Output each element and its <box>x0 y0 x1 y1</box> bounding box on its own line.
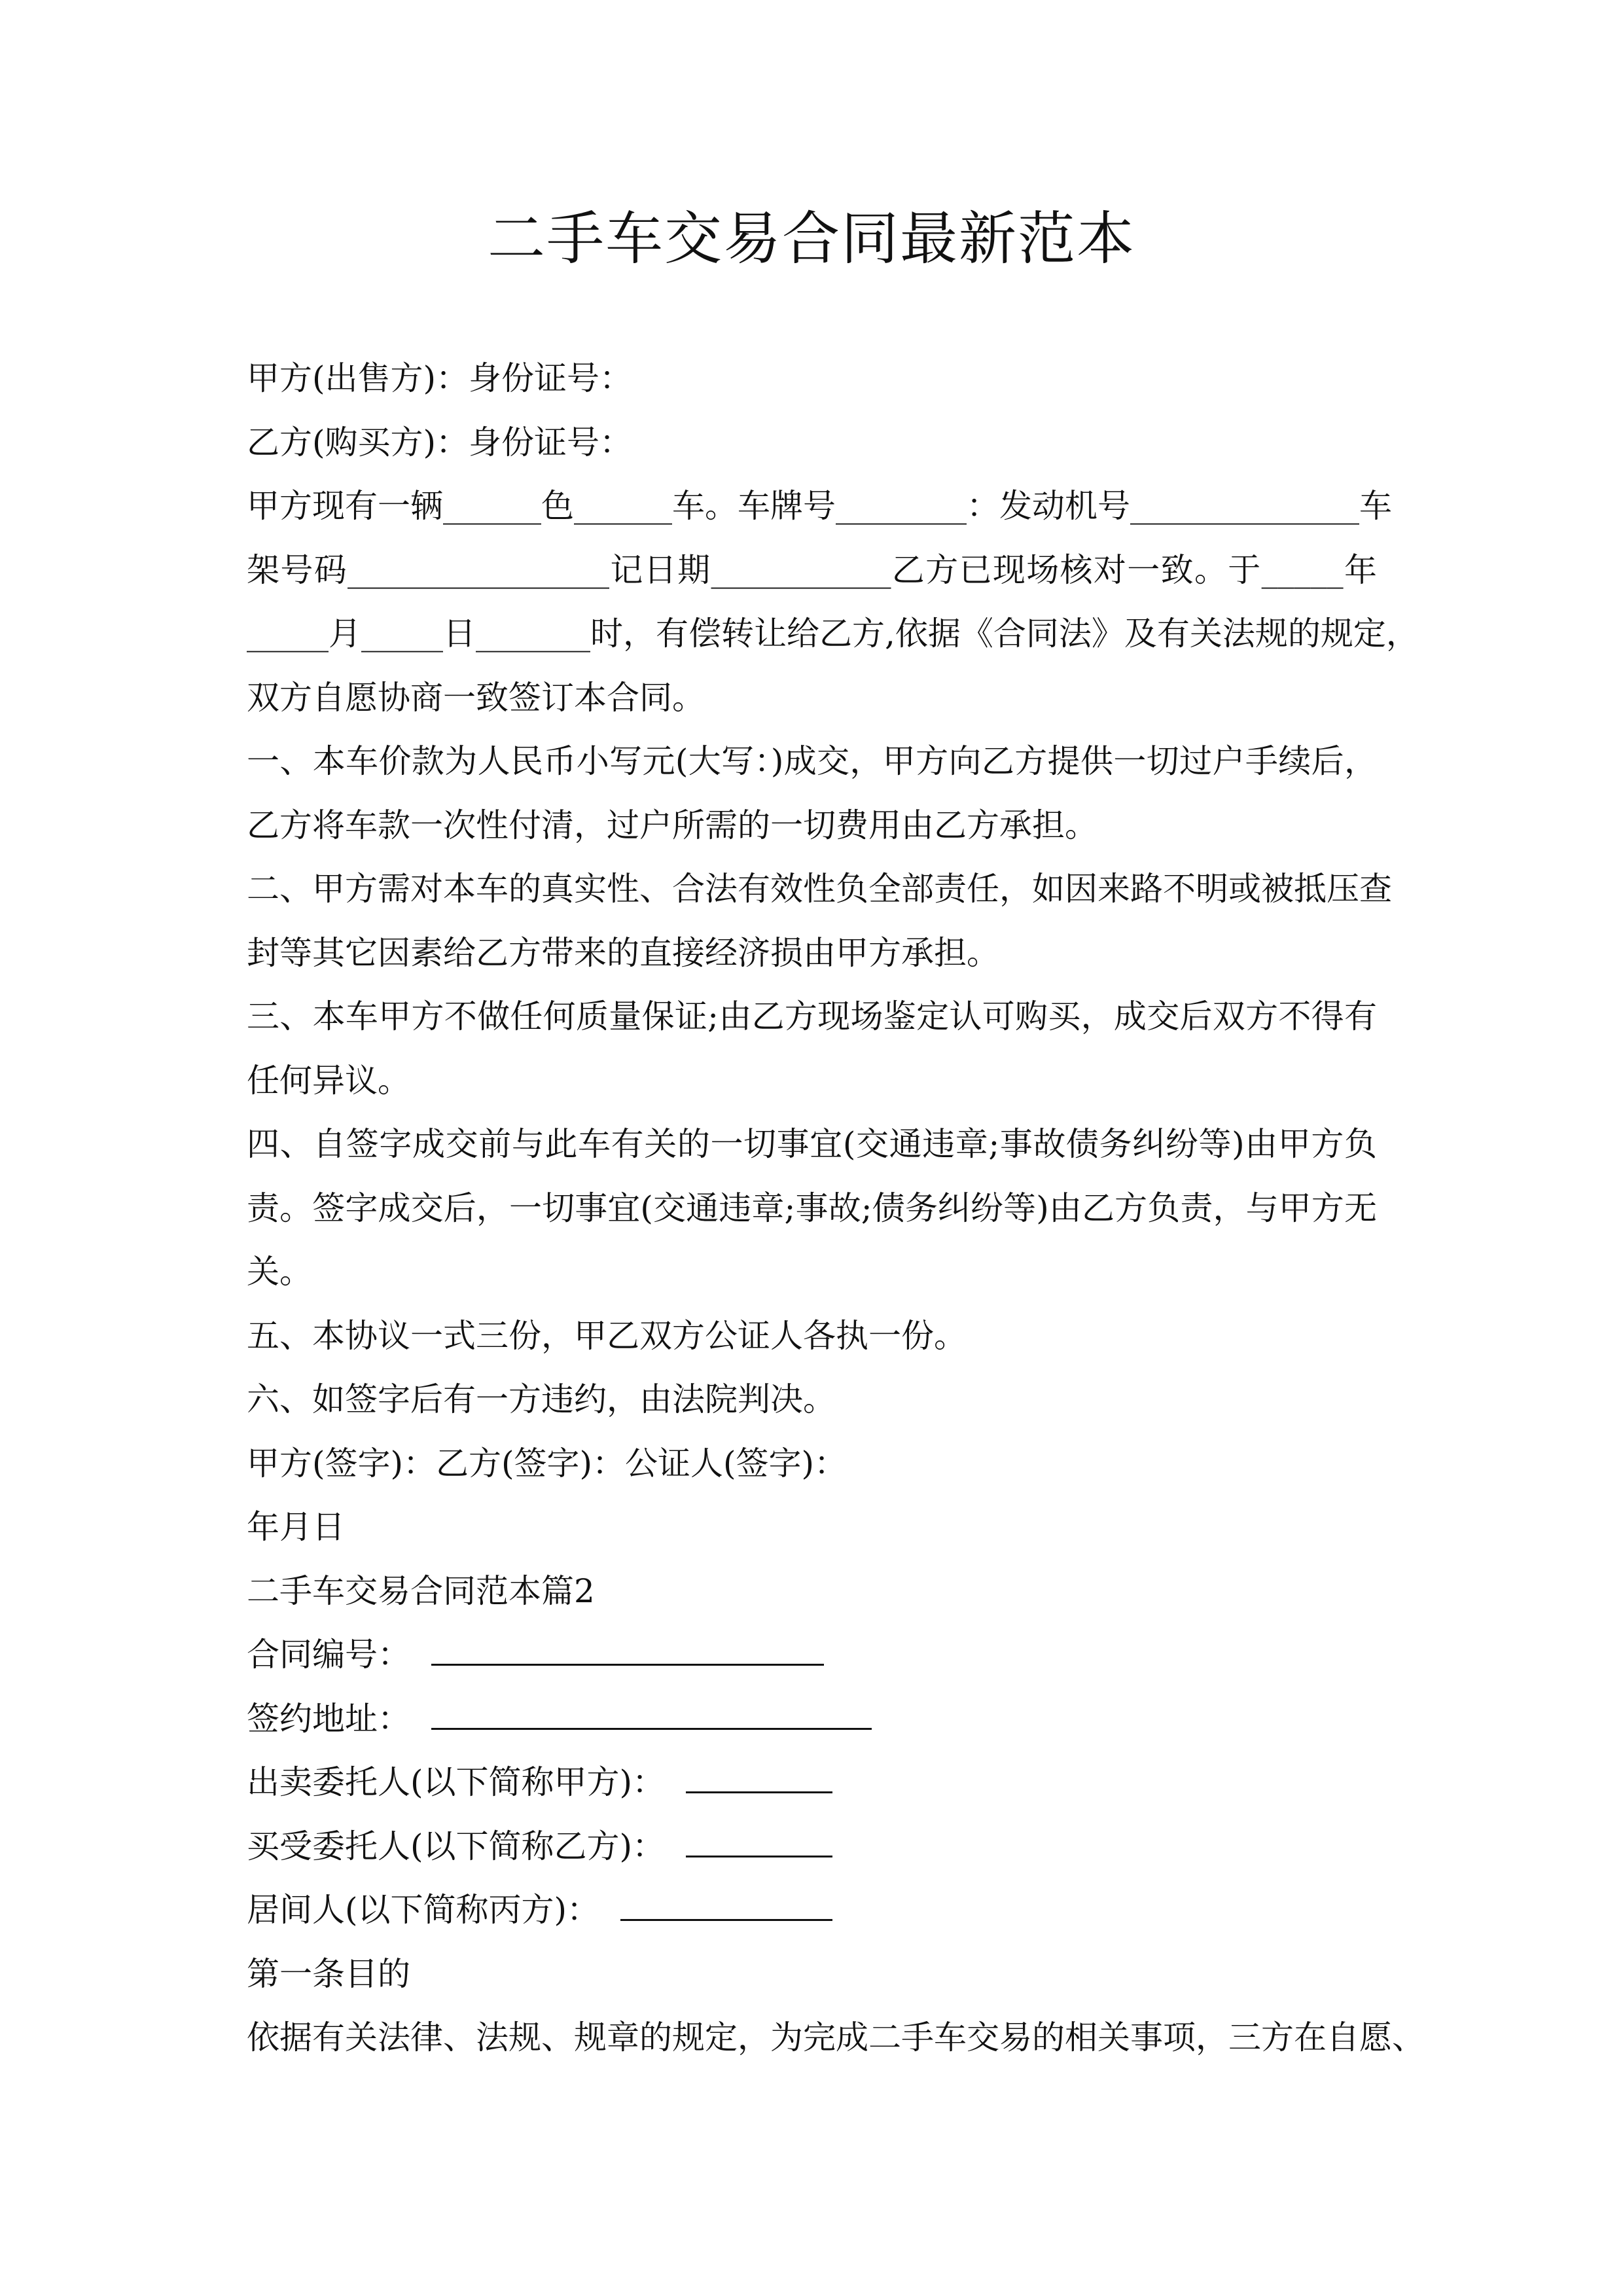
paragraph-line: 双方自愿协商一致签订本合同。 <box>247 678 705 717</box>
signing-address-row <box>247 1687 1377 1751</box>
seller-agent-label: 出卖委托人(以下简称甲方)： <box>247 1763 666 1801</box>
intermediary-blank <box>620 1893 832 1921</box>
clause-4-line: 四、自签字成交前与此车有关的一切事宜(交通违章;事故债务纠纷等)由甲方负 <box>247 1125 1377 1163</box>
clause-3-line: 任何异议。 <box>247 1061 410 1100</box>
article-1-heading: 第一条目的 <box>247 1954 410 1993</box>
clause-5-line: 五、本协议一式三份，甲乙双方公证人各执一份。 <box>247 1316 967 1355</box>
clause-1-line: 一、本车价款为人民币小写元(大写：)成交，甲方向乙方提供一切过户手续后， <box>247 742 1377 780</box>
contract-number-label: 合同编号： <box>247 1636 410 1674</box>
paragraph-line: 甲方现有一辆______色______车。车牌号________：发动机号______________车 <box>247 487 1392 525</box>
seller-id-line: 甲方(出售方)：身份证号： <box>247 359 633 397</box>
signing-address-blank <box>431 1702 872 1730</box>
document-title: 二手车交易合同最新范本 <box>487 205 1135 272</box>
buyer-agent-blank <box>686 1829 832 1857</box>
intermediary-label: 居间人(以下简称丙方)： <box>247 1891 600 1929</box>
buyer-agent-label: 买受委托人(以下简称乙方)： <box>247 1827 666 1865</box>
clause-4-line: 关。 <box>247 1253 312 1291</box>
buyer-agent-row <box>247 1815 1377 1879</box>
clause-2-line: 二、甲方需对本车的真实性、合法有效性负全部责任，如因来路不明或被抵压查 <box>247 870 1392 908</box>
buyer-id-line: 乙方(购买方)：身份证号： <box>247 423 633 461</box>
intermediary-row <box>247 1878 1377 1943</box>
contract-number-row <box>247 1623 1377 1687</box>
signing-address-label: 签约地址： <box>247 1699 410 1738</box>
paragraph-line: _____月_____日_______时，有偿转让给乙方,依据《合同法》及有关法规的规定， <box>247 615 1419 653</box>
section-heading: 二手车交易合同范本篇2 <box>247 1571 595 1610</box>
clause-4-line: 责。签字成交后，一切事宜(交通违章;事故;债务纠纷等)由乙方负责，与甲方无 <box>247 1189 1377 1227</box>
clause-1-line: 乙方将车款一次性付清，过户所需的一切费用由乙方承担。 <box>247 806 1097 844</box>
seller-agent-row <box>247 1751 1377 1815</box>
date-line: 年月日 <box>247 1508 345 1546</box>
paragraph-line: 架号码________________记日期___________乙方已现场核对一致。于_____年 <box>247 550 1377 589</box>
signature-line: 甲方(签字)：乙方(签字)：公证人(签字)： <box>247 1444 847 1482</box>
seller-agent-blank <box>686 1765 832 1793</box>
clause-3-line: 三、本车甲方不做任何质量保证;由乙方现场鉴定认可购买，成交后双方不得有 <box>247 997 1377 1035</box>
clause-6-line: 六、如签字后有一方违约，由法院判决。 <box>247 1380 836 1418</box>
contract-number-blank <box>431 1638 824 1666</box>
document-body <box>247 347 1425 2070</box>
article-1-line: 依据有关法律、法规、规章的规定，为完成二手车交易的相关事项，三方在自愿、 <box>247 2018 1425 2056</box>
clause-2-line: 封等其它因素给乙方带来的直接经济损由甲方承担。 <box>247 933 999 972</box>
